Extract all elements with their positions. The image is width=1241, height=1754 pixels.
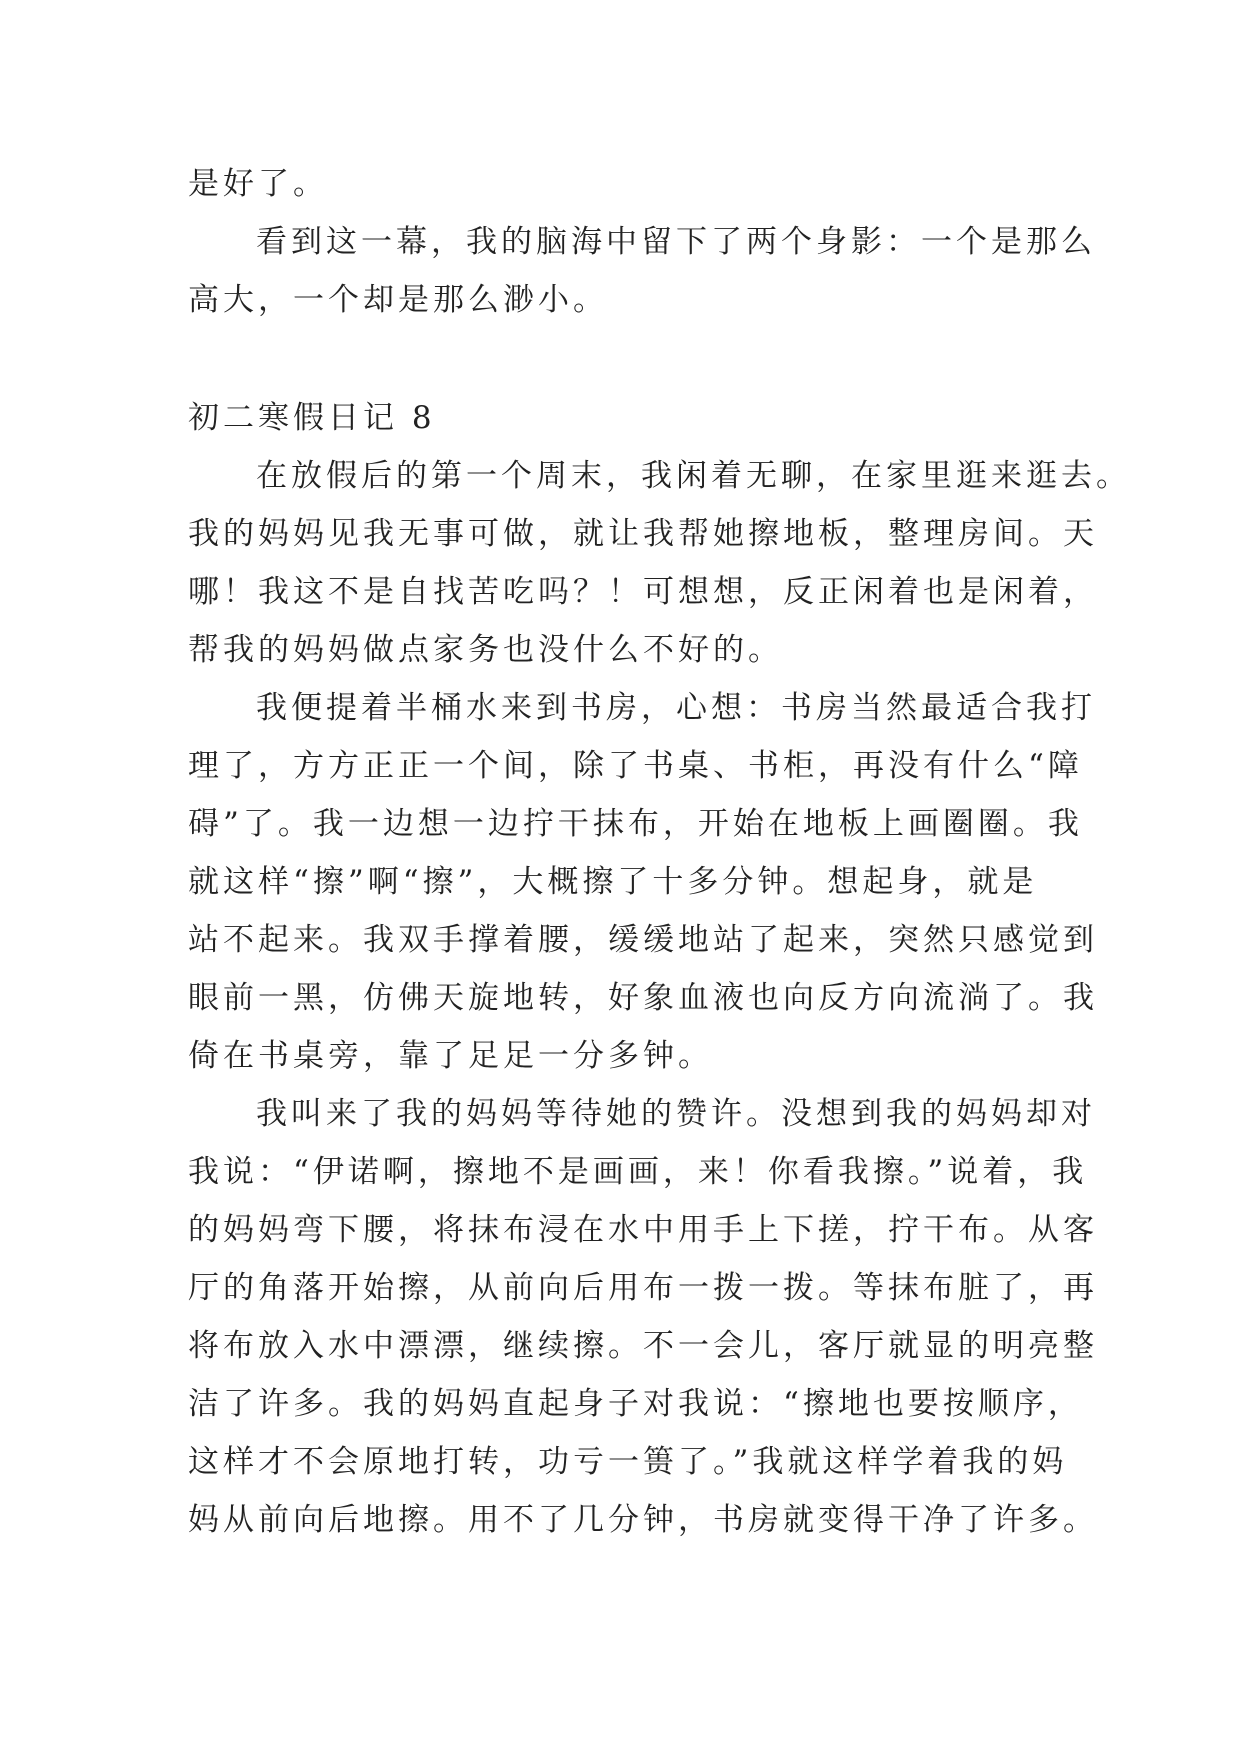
paragraph-line: 洁了许多。我的妈妈直起身子对我说：“擦地也要按顺序， bbox=[188, 1386, 1083, 1422]
paragraph-line: 哪！我这不是自找苦吃吗？！可想想，反正闲着也是闲着， bbox=[188, 574, 1098, 610]
paragraph-line: 高大，一个却是那么渺小。 bbox=[188, 282, 608, 318]
paragraph-line: 倚在书桌旁，靠了足足一分多钟。 bbox=[188, 1038, 713, 1074]
paragraph-line: 就这样“擦”啊“擦”，大概擦了十多分钟。想起身，就是 bbox=[188, 864, 1038, 900]
paragraph-line: 眼前一黑，仿佛天旋地转，好象血液也向反方向流淌了。我 bbox=[188, 980, 1098, 1016]
paragraph-line: 这样才不会原地打转，功亏一篑了。”我就这样学着我的妈 bbox=[188, 1444, 1068, 1480]
paragraph-line: 碍”了。我一边想一边拧干抹布，开始在地板上画圈圈。我 bbox=[188, 806, 1083, 842]
paragraph-line: 将布放入水中漂漂，继续擦。不一会儿，客厅就显的明亮整 bbox=[188, 1328, 1098, 1364]
paragraph-line: 我便提着半桶水来到书房，心想：书房当然最适合我打 bbox=[256, 690, 1096, 726]
paragraph-line: 的妈妈弯下腰，将抹布浸在水中用手上下搓，拧干布。从客 bbox=[188, 1212, 1098, 1248]
paragraph-line: 站不起来。我双手撑着腰，缓缓地站了起来，突然只感觉到 bbox=[188, 922, 1098, 958]
paragraph-line: 我的妈妈见我无事可做，就让我帮她擦地板，整理房间。天 bbox=[188, 516, 1098, 552]
paragraph-line: 妈从前向后地擦。用不了几分钟，书房就变得干净了许多。 bbox=[188, 1502, 1098, 1538]
diary-heading: 初二寒假日记 8 bbox=[188, 400, 436, 436]
paragraph-line: 在放假后的第一个周末，我闲着无聊，在家里逛来逛去。 bbox=[256, 458, 1131, 494]
paragraph-line: 帮我的妈妈做点家务也没什么不好的。 bbox=[188, 632, 783, 668]
paragraph-line: 厅的角落开始擦，从前向后用布一拨一拨。等抹布脏了，再 bbox=[188, 1270, 1098, 1306]
paragraph-line: 是好了。 bbox=[188, 166, 328, 202]
paragraph-line: 看到这一幕，我的脑海中留下了两个身影：一个是那么 bbox=[256, 224, 1096, 260]
paragraph-line: 理了，方方正正一个间，除了书桌、书柜，再没有什么“障 bbox=[188, 748, 1083, 784]
paragraph-line: 我叫来了我的妈妈等待她的赞许。没想到我的妈妈却对 bbox=[256, 1096, 1096, 1132]
paragraph-line: 我说：“伊诺啊，擦地不是画画，来！你看我擦。”说着，我 bbox=[188, 1154, 1088, 1190]
